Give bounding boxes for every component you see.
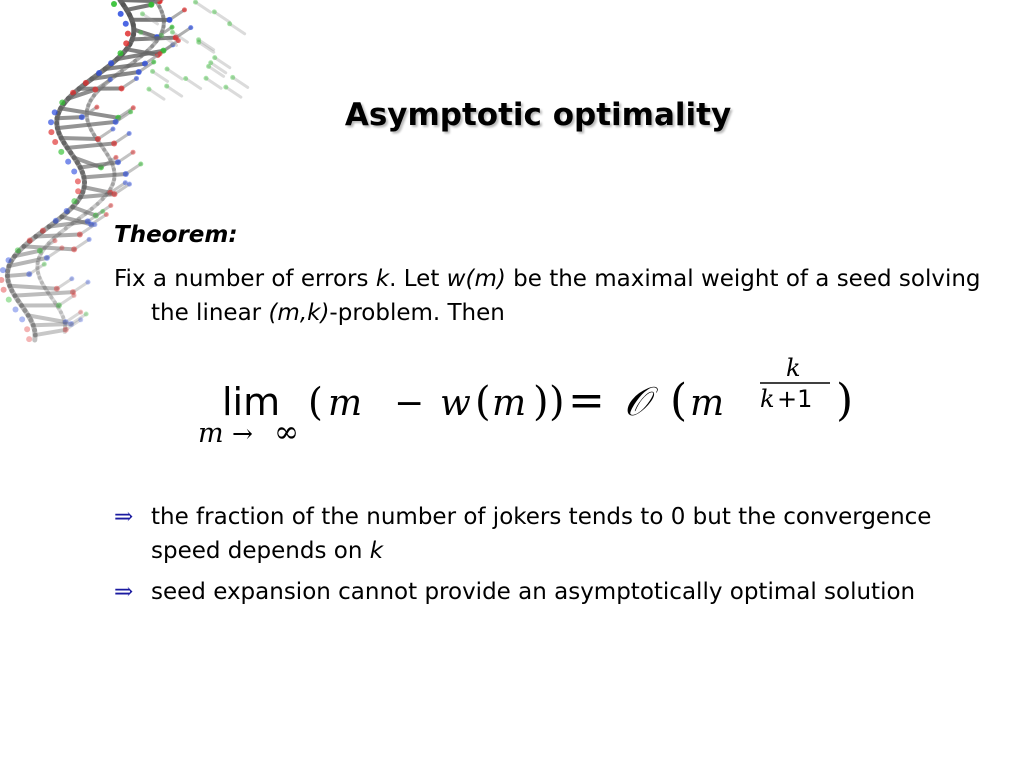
theorem-text-part: . Let: [389, 266, 447, 292]
theorem-text-part: -problem. Then: [329, 300, 505, 326]
formula-m1: m: [328, 383, 363, 424]
bullet-item: [114, 500, 974, 568]
limit-formula: [190, 345, 870, 455]
formula-sub-inf: ∞: [274, 415, 299, 450]
formula-sub-m: m: [198, 418, 224, 449]
formula-lim: lim: [222, 380, 281, 424]
bullet-text: seed expansion cannot provide an asymptotically optimal solution: [151, 579, 916, 605]
theorem-text-part: Fix a number of errors: [114, 266, 376, 292]
formula-lparen-big: (: [308, 380, 323, 424]
implies-arrow-icon: ⇒: [114, 504, 134, 530]
formula-exp-den-plus: +1: [777, 385, 813, 413]
formula-m3: m: [690, 383, 725, 424]
formula-sub-arrow: →: [232, 419, 253, 448]
formula-minus: −: [394, 383, 425, 424]
bullet-item: [114, 575, 974, 609]
slide-title: Asymptotic optimality: [344, 97, 732, 133]
formula-rparen-o: ): [836, 375, 854, 426]
bullet-var-k: k: [369, 538, 384, 564]
theorem-text-part: be the maximal weight of a seed solving the linear: [151, 266, 981, 326]
formula-big-o: 𝒪: [624, 379, 650, 425]
theorem-var-wm: w(m): [446, 266, 506, 292]
theorem-statement: [114, 262, 1011, 330]
formula-w: w: [440, 383, 471, 424]
theorem-var-k: k: [375, 266, 390, 292]
bullet-text: the fraction of the number of jokers tends to 0 but the convergence speed depends on k: [151, 504, 932, 564]
theorem-label: Theorem:: [114, 222, 238, 248]
formula-lparen-small: (: [475, 379, 491, 425]
formula-equals: =: [568, 375, 605, 426]
formula-m2: m: [492, 383, 527, 424]
formula-rparen-big: ): [549, 379, 565, 425]
formula-exp-den-k: k: [760, 385, 775, 413]
formula-lparen-o: (: [670, 375, 688, 426]
formula-rparen-small: ): [533, 379, 549, 425]
theorem-var-mk: (m,k): [268, 300, 330, 326]
implies-arrow-icon: ⇒: [114, 579, 134, 605]
formula-exp-numerator: k: [786, 354, 801, 382]
